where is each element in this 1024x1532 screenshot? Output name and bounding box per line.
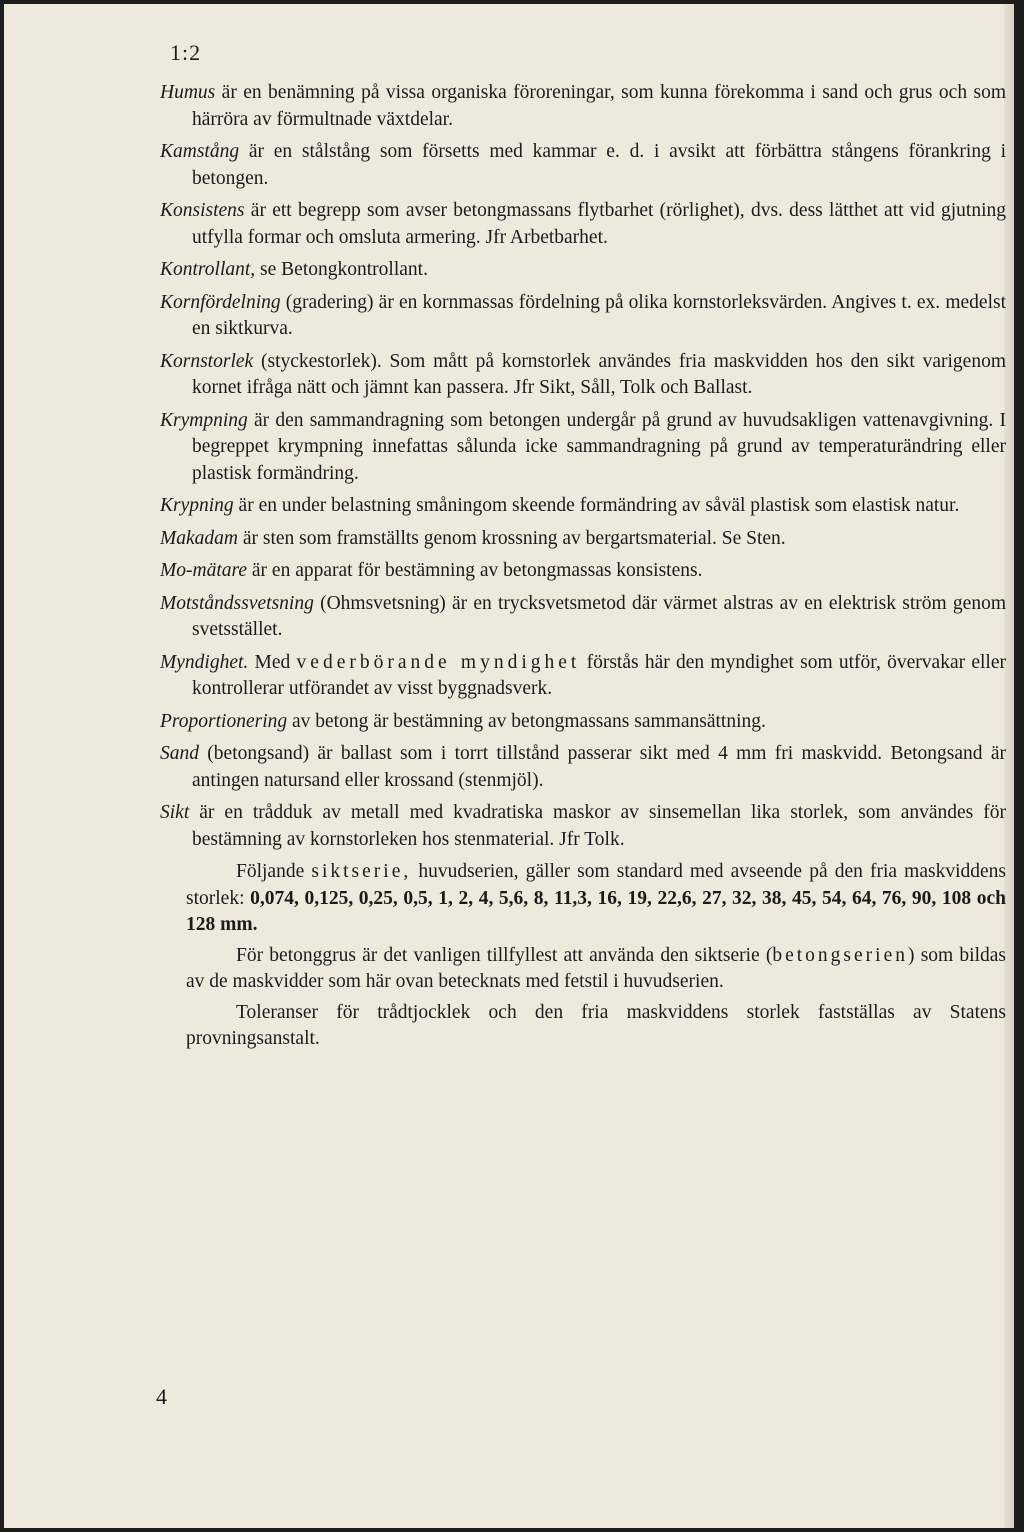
para-text: Toleranser för trådtjocklek och den fria maskviddens storlek fastställas av Statens provningsanstalt. [186,1001,1006,1049]
definition: är den sammandragning som betongen undergår på grund av huvudsakligen vattenavgivning. I begreppet krympning innefattas sålunda icke sammandragning på grund av temperaturändring eller plastisk formändring. [192,409,1006,484]
spaced-emphasis: siktserie, [311,861,412,882]
term: Motståndssvetsning [160,592,314,614]
glossary-entry-krympning [160,408,1006,488]
para-text: ) som bildas av de maskvidder som här ovan betecknats med fetstil i huvudserien. [186,944,1006,992]
glossary-entry-mo-matare [160,558,1006,585]
term: Sikt [160,802,190,823]
section-number: 1:2 [170,40,202,65]
glossary-entry-kontrollant [160,257,1006,284]
definition: är en benämning på vissa organiska föroreningar, som kunna förekomma i sand och grus och som härröra av förmultnade växtdelar. [192,82,1006,130]
term: Makadam [160,527,238,549]
glossary-entry-konsistens [160,198,1006,251]
glossary-entry-krypning [160,493,1006,520]
term: Humus [160,82,216,103]
para-text: För betonggrus är det vanligen tillfyllest att använda den siktserie ( [236,944,773,966]
glossary-entry-proportionering [160,709,1006,736]
term: Proportionering [160,710,288,732]
page-number: 4 [156,1384,167,1409]
spaced-emphasis: vederbörande myndighet [296,651,581,673]
term: Kamstång [160,141,240,162]
glossary-entry-kamstang [160,139,1006,192]
term: Kontrollant, [160,259,256,280]
definition: (styckestorlek). Som mått på kornstorlek användes fria maskvidden hos den sikt varigenom kornet ifråga nätt och jämnt kan passera. Jfr Sikt, Såll, Tolk och Ballast. [192,350,1006,398]
definition-pre: Med [248,651,297,673]
paragraph-siktserie [160,859,1006,939]
term: Mo-mätare [160,560,248,581]
glossary-entry-sand [160,741,1006,794]
definition: är en apparat för bestämning av betongmassas konsistens. [247,560,703,581]
glossary-entry-kornstorlek [160,349,1006,402]
definition: är sten som framställts genom krossning av bergartsmaterial. Se Sten. [237,527,786,549]
paragraph-betongserien [160,943,1006,996]
definition: (betongsand) är ballast som i torrt tillstånd passerar sikt med 4 mm fri maskvidd. Betongsand är antingen natursand eller krossand (stenmjöl). [192,743,1006,791]
glossary-entry-makadam [160,526,1006,553]
glossary-entry-motstandssvetsning [160,591,1006,644]
document-page [4,4,1014,1528]
definition: är en trådduk av metall med kvadratiska maskor av sinsemellan lika storlek, som användes för bestämning av kornstorleken hos stenmaterial. Jfr Tolk. [189,802,1006,850]
glossary-entry-humus [160,80,1006,133]
glossary-entry-sikt [160,800,1006,853]
term: Myndighet. [160,651,249,673]
paragraph-toleranser [160,1000,1006,1053]
term: Krypning [160,495,234,516]
definition: se Betongkontrollant. [255,259,428,280]
spaced-emphasis: betongserien [772,944,908,966]
term: Kornfördelning [160,291,281,313]
definition: av betong är bestämning av betongmassans sammansättning. [287,710,766,732]
definition: är ett begrepp som avser betongmassans flytbarhet (rörlighet), dvs. dess lätthet att vid gjutning utfylla formar och omsluta armering. Jfr Arbetbarhet. [192,200,1006,248]
term: Krympning [160,409,248,431]
para-text: Följande [236,861,312,882]
sieve-size-list: 0,074, 0,125, 0,25, 0,5, 1, 2, 4, 5,6, 8, 11,3, 16, 19, 22,6, 27, 32, 38, 45, 54, 64, 76, 90, 108 och 128 mm. [186,887,1006,935]
term: Kornstorlek [160,350,254,372]
definition: är en under belastning småningom skeende formändring av såväl plastisk som elastisk natur. [233,495,960,516]
glossary-content [160,80,1006,1057]
term: Konsistens [160,200,245,221]
definition: (Ohmsvetsning) är en trycksvetsmetod där värmet alstras av en elektrisk ström genom svetsstället. [192,592,1006,640]
para-text: huvudserien, gäller som standard med avseende på den fria maskviddens storlek: [186,861,1006,909]
definition-post: förstås här den myndighet som utför, övervakar eller kontrollerar utförandet av visst byggnadsverk. [192,651,1006,699]
glossary-entry-kornfordelning [160,290,1006,343]
definition: (gradering) är en kornmassas fördelning på olika kornstorleksvärden. Angives t. ex. medelst en siktkurva. [192,291,1006,339]
definition: är en stålstång som försetts med kammar e. d. i avsikt att förbättra stångens förankring i betongen. [192,141,1006,189]
glossary-entry-myndighet [160,650,1006,703]
term: Sand [160,743,199,764]
